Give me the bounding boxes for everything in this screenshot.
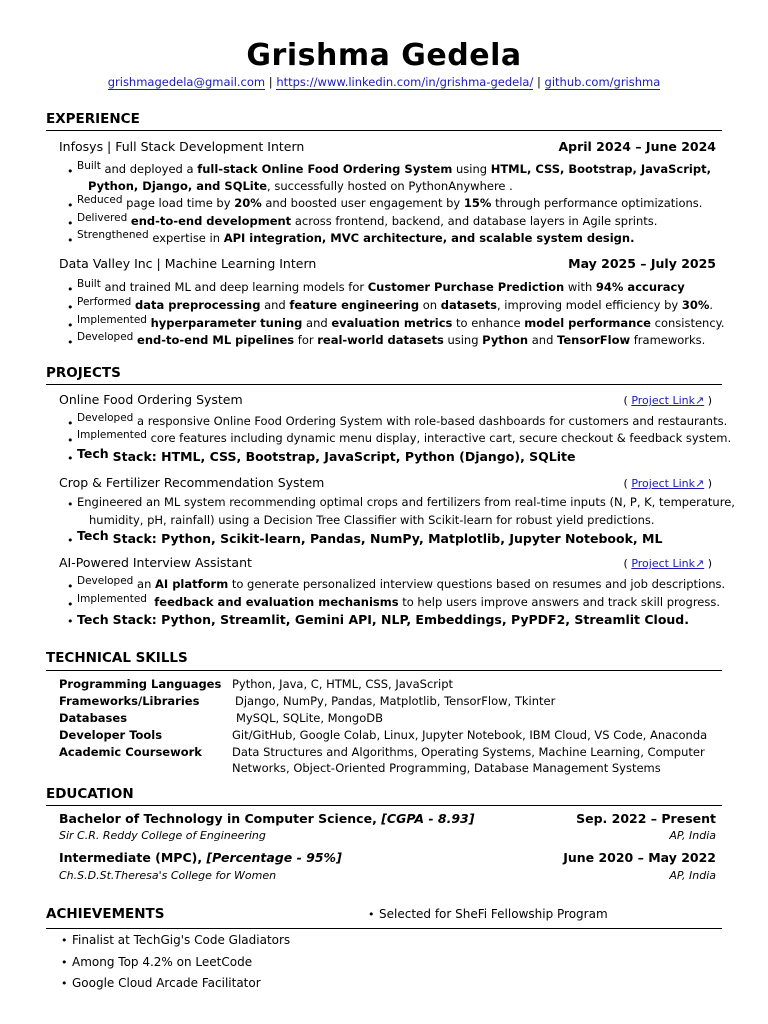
- achievement-item: • Selected for SheFi Fellowship Program: [379, 907, 608, 921]
- achievement-item: • Finalist at TechGig's Code Gladiators: [72, 933, 290, 947]
- list-item: • Performed data preprocessing and feature engineering on datasets, improving model efficiency by 30%.: [77, 298, 713, 312]
- degree-date: Sep. 2022 – Present: [576, 811, 716, 826]
- list-item: • Developed end-to-end ML pipelines for real-world datasets using Python and TensorFlow frameworks.: [77, 333, 705, 347]
- job-title: Infosys | Full Stack Development Intern: [59, 139, 305, 154]
- section-heading-skills: TECHNICAL SKILLS: [46, 650, 188, 666]
- github-link[interactable]: github.com/grishma: [544, 75, 661, 89]
- project-link: ( Project Link↗ ): [623, 394, 712, 407]
- skill-label: Academic Coursework: [59, 745, 202, 759]
- skill-value: Git/GitHub, Google Colab, Linux, Jupyter Notebook, IBM Cloud, VS Code, Anaconda: [232, 728, 708, 742]
- list-item: • Implemented core features including dynamic menu display, interactive cart, secure checkout & feedback system.: [77, 431, 731, 445]
- section-heading-achievements: ACHIEVEMENTS: [46, 906, 165, 922]
- email-link[interactable]: grishmagedela@gmail.com: [107, 75, 266, 89]
- project-link: ( Project Link↗ ): [623, 557, 712, 570]
- skill-label: Frameworks/Libraries: [59, 694, 200, 708]
- achievement-item: • Among Top 4.2% on LeetCode: [72, 955, 252, 969]
- list-item-tech-stack: • Tech Stack: HTML, CSS, Bootstrap, JavaScript, Python (Django), SQLite: [77, 449, 576, 464]
- list-item: • Developed an AI platform to generate personalized interview questions based on resumes and job descriptions.: [77, 577, 725, 591]
- section-divider: [46, 130, 722, 131]
- degree-title: Bachelor of Technology in Computer Science, [CGPA - 8.93]: [59, 811, 475, 826]
- section-divider: [46, 670, 722, 671]
- school-location: AP, India: [669, 869, 716, 882]
- project-title: Online Food Ordering System: [59, 392, 243, 407]
- project-title: AI-Powered Interview Assistant: [59, 555, 252, 570]
- list-item: • Implemented feedback and evaluation mechanisms to help users improve answers and track skill progress.: [77, 595, 720, 609]
- section-divider: [46, 384, 722, 385]
- skill-label: Databases: [59, 711, 128, 725]
- linkedin-link[interactable]: https://www.linkedin.com/in/grishma-gedela/: [276, 75, 534, 89]
- skill-value: Django, NumPy, Pandas, Matplotlib, TensorFlow, Tkinter: [235, 694, 556, 708]
- section-heading-projects: PROJECTS: [46, 365, 121, 381]
- list-item-tech-stack: • Tech Stack: Python, Scikit-learn, Pandas, NumPy, Matplotlib, Jupyter Notebook, ML: [77, 531, 662, 546]
- skill-value-continuation: Networks, Object-Oriented Programming, Database Management Systems: [232, 761, 661, 775]
- list-item-continuation: humidity, pH, rainfall) using a Decision Tree Classifier with Scikit-learn for robust yield predictions.: [89, 513, 655, 527]
- list-item: • Implemented hyperparameter tuning and evaluation metrics to enhance model performance consistency.: [77, 316, 724, 330]
- project-link-anchor[interactable]: Project Link↗: [631, 557, 705, 570]
- school-name: Sir C.R. Reddy College of Engineering: [59, 829, 266, 842]
- skill-value: Data Structures and Algorithms, Operating Systems, Machine Learning, Computer: [232, 745, 705, 759]
- list-item: • Developed a responsive Online Food Ordering System with role-based dashboards for customers and restaurants.: [77, 414, 727, 428]
- job-date: May 2025 – July 2025: [568, 256, 716, 271]
- candidate-name: Grishma Gedela: [246, 38, 522, 73]
- list-item: • Built and trained ML and deep learning models for Customer Purchase Prediction with 94% accuracy: [77, 280, 685, 294]
- contact-line: grishmagedela@gmail.com | https://www.linkedin.com/in/grishma-gedela/ | github.com/grishma: [107, 75, 661, 89]
- job-date: April 2024 – June 2024: [558, 139, 716, 154]
- project-title: Crop & Fertilizer Recommendation System: [59, 475, 325, 490]
- list-item: • Built and deployed a full-stack Online Food Ordering System using HTML, CSS, Bootstrap, JavaScript,: [77, 162, 711, 176]
- achievement-item: • Google Cloud Arcade Facilitator: [72, 976, 261, 990]
- job-title: Data Valley Inc | Machine Learning Intern: [59, 256, 317, 271]
- project-link-anchor[interactable]: Project Link↗: [631, 477, 705, 490]
- degree-title: Intermediate (MPC), [Percentage - 95%]: [59, 850, 342, 865]
- skill-label: Developer Tools: [59, 728, 163, 742]
- list-item: • Delivered end-to-end development across frontend, backend, and database layers in Agile sprints.: [77, 214, 657, 228]
- list-item: • Strengthened expertise in API integration, MVC architecture, and scalable system design.: [77, 231, 634, 245]
- list-item-tech-stack: • Tech Stack: Python, Streamlit, Gemini API, NLP, Embeddings, PyPDF2, Streamlit Cloud.: [77, 612, 689, 627]
- section-heading-experience: EXPERIENCE: [46, 111, 140, 127]
- school-location: AP, India: [669, 829, 716, 842]
- section-heading-education: EDUCATION: [46, 786, 134, 802]
- list-item: • Reduced page load time by 20% and boosted user engagement by 15% through performance optimizations.: [77, 196, 702, 210]
- degree-date: June 2020 – May 2022: [563, 850, 716, 865]
- school-name: Ch.S.D.St.Theresa's College for Women: [59, 869, 277, 882]
- list-item-continuation: Python, Django, and SQLite, successfully hosted on PythonAnywhere .: [88, 179, 513, 193]
- skill-label: Programming Languages: [59, 677, 222, 691]
- section-divider: [46, 805, 722, 806]
- section-divider: [46, 928, 722, 929]
- list-item: • Engineered an ML system recommending optimal crops and fertilizers from real-time inputs (N, P, K, temperature,: [77, 495, 735, 509]
- skill-value: Python, Java, C, HTML, CSS, JavaScript: [232, 677, 454, 691]
- project-link: ( Project Link↗ ): [623, 477, 712, 490]
- skill-value: MySQL, SQLite, MongoDB: [236, 711, 383, 725]
- project-link-anchor[interactable]: Project Link↗: [631, 394, 705, 407]
